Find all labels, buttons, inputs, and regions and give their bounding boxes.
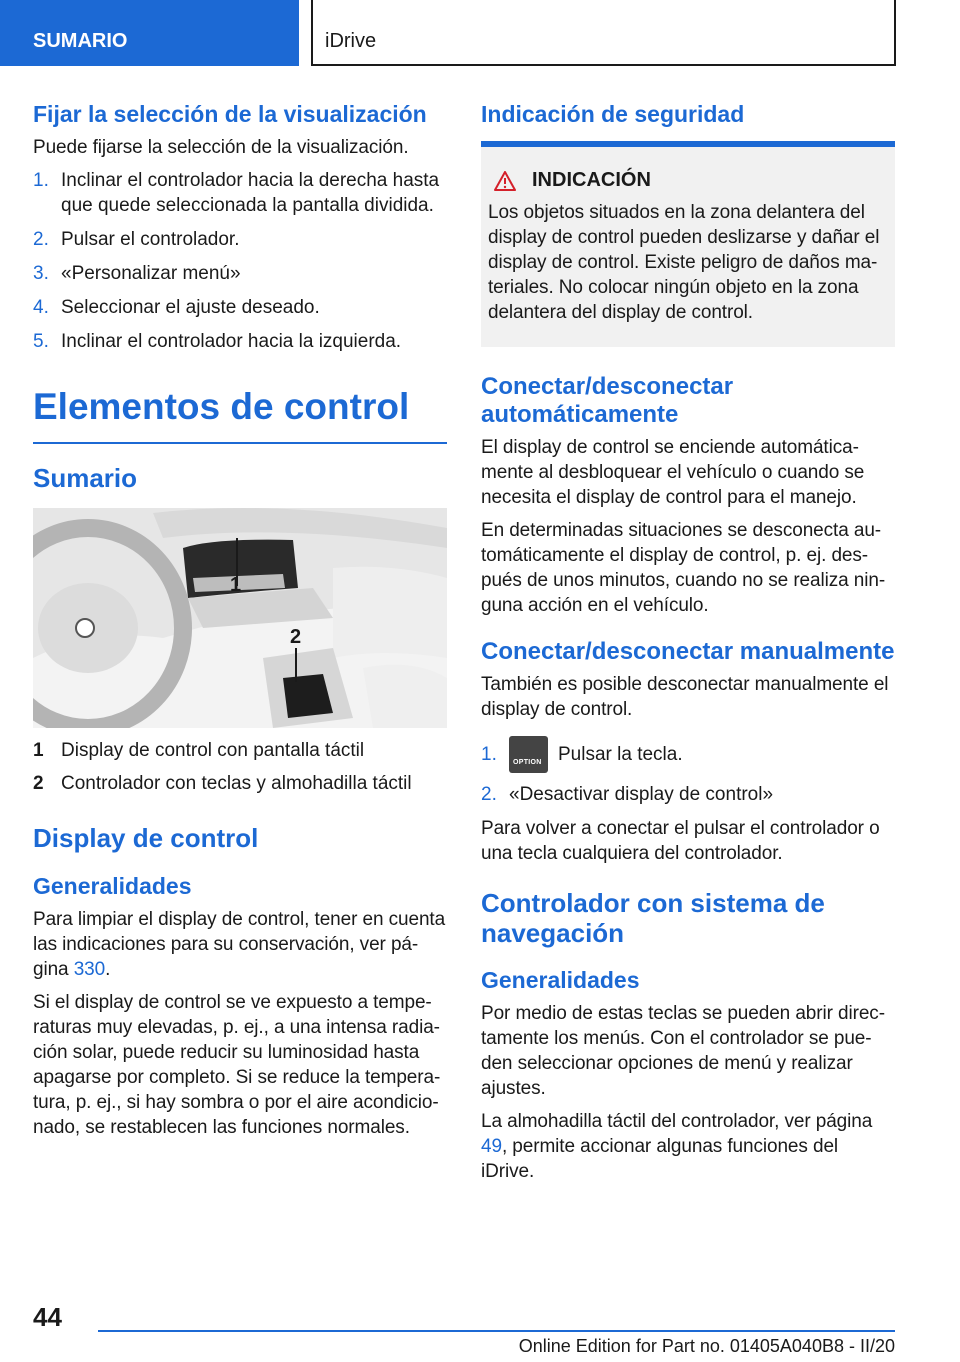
step-text: Pulsar la tecla. bbox=[558, 744, 683, 765]
list-item bbox=[33, 295, 447, 320]
page-number: 44 bbox=[33, 1302, 62, 1332]
right-column bbox=[481, 100, 895, 1184]
list-item bbox=[33, 227, 447, 252]
cockpit-illustration bbox=[33, 508, 447, 728]
fix-selection-heading: Fijar la selección de la visualización bbox=[33, 101, 427, 127]
fix-selection-intro: Puede fijarse la selección de la visualización. bbox=[33, 137, 409, 158]
step-number: 3. bbox=[33, 263, 49, 284]
note-header bbox=[488, 169, 889, 192]
page-link-49[interactable]: 49 bbox=[481, 1136, 502, 1157]
display-heading: Display de control bbox=[33, 823, 259, 853]
note-label: INDICACIÓN bbox=[532, 169, 651, 191]
nav-heading: Controlador con sistema de navegación bbox=[481, 888, 825, 948]
general-paragraph-1 bbox=[33, 907, 447, 982]
step-text: Seleccionar el ajuste deseado. bbox=[61, 297, 320, 318]
step-number: 1. bbox=[33, 170, 49, 191]
list-item bbox=[33, 168, 447, 218]
page-link-330[interactable]: 330 bbox=[73, 959, 106, 980]
list-item bbox=[481, 736, 895, 773]
step-text: «Desactivar display de control» bbox=[509, 784, 774, 805]
tab-idrive[interactable]: iDrive bbox=[311, 0, 896, 66]
nav-paragraph-1: Por medio de estas teclas se pueden abrir directamente los menús. Con el controlador se pueden seleccionar opciones de menú y realizar ajustes. bbox=[481, 1003, 886, 1099]
safety-heading: Indicación de seguridad bbox=[481, 101, 745, 127]
left-column bbox=[33, 100, 447, 1140]
auto-paragraph-2: En determinadas situaciones se desconecta automáticamente el display de control, p. ej. después de unos minutos, cuando no se realiza ninguna acción en el vehículo. bbox=[481, 520, 886, 616]
warning-icon bbox=[494, 171, 516, 191]
note-text: Los objetos situados en la zona delantera del display de control pueden deslizarse y dañar el display de control. Existe peligro de daños materiales. No colocar ningún objeto en la zona delantera del display de control. bbox=[488, 202, 880, 323]
nav-paragraph-2 bbox=[481, 1109, 895, 1184]
header-tabs bbox=[0, 0, 960, 66]
step-text: Pulsar el controlador. bbox=[61, 229, 240, 250]
general-paragraph-2: Si el display de control se ve expuesto a temperaturas muy elevadas, p. ej., a una intensa radiación solar, puede reducir su luminosidad hasta apagarse por completo. Si se reduce la temperatura, p. ej., si hay sombra o por el aire acondicionado, se restablecen las funciones normales. bbox=[33, 992, 441, 1138]
step-number: 2. bbox=[33, 229, 49, 250]
auto-heading: Conectar/desconectar automáticamente bbox=[481, 373, 734, 428]
option-button-label: OPTION bbox=[513, 759, 542, 766]
step-number: 5. bbox=[33, 331, 49, 352]
legend-text: Controlador con teclas y almohadilla táctil bbox=[61, 773, 412, 794]
general-heading: Generalidades bbox=[33, 873, 192, 899]
cockpit-drawing bbox=[33, 508, 447, 728]
auto-paragraph-1: El display de control se enciende automáticamente al desbloquear el vehículo o cuando se necesita el display de control para el manejo. bbox=[481, 437, 865, 508]
safety-note bbox=[481, 147, 895, 347]
tab-summary[interactable]: SUMARIO bbox=[0, 0, 299, 66]
chapter-title: Elementos de control bbox=[33, 384, 447, 444]
manual-paragraph-2: Para volver a conectar el pulsar el controlador o una tecla cualquiera del controlador. bbox=[481, 818, 880, 864]
general-text-a: Para limpiar el display de control, tener en cuenta las indicaciones para su conservación, ver página bbox=[33, 909, 446, 980]
edition-footer: Online Edition for Part no. 01405A040B8 - II/20 bbox=[518, 1336, 895, 1356]
step-number: 4. bbox=[33, 297, 49, 318]
list-item bbox=[33, 771, 447, 796]
nav-text-a: La almohadilla táctil del controlador, ver página bbox=[481, 1111, 873, 1132]
fix-selection-steps bbox=[33, 168, 447, 354]
summary-heading: Sumario bbox=[33, 463, 138, 493]
nav-general-heading: Generalidades bbox=[481, 967, 640, 993]
general-text-b: . bbox=[105, 959, 111, 980]
step-text: Inclinar el controlador hacia la izquierda. bbox=[61, 331, 402, 352]
legend-text: Display de control con pantalla táctil bbox=[61, 740, 365, 761]
step-number: 1. bbox=[481, 744, 497, 765]
step-number: 2. bbox=[481, 784, 497, 805]
legend-number: 2 bbox=[33, 773, 44, 794]
manual-paragraph-1: También es posible desconectar manualmente el display de control. bbox=[481, 674, 889, 720]
step-text: Inclinar el controlador hacia la derecha hasta que quede seleccionada la pantalla dividida. bbox=[61, 170, 440, 216]
step-text: «Personalizar menú» bbox=[61, 263, 241, 284]
footer-divider bbox=[98, 1330, 895, 1332]
legend-number: 1 bbox=[33, 740, 44, 761]
nav-text-b: , permite accionar algunas funciones del iDrive. bbox=[481, 1136, 839, 1182]
list-item bbox=[33, 261, 447, 286]
manual-heading: Conectar/desconectar manualmente bbox=[481, 638, 895, 665]
list-item bbox=[33, 738, 447, 763]
list-item bbox=[33, 329, 447, 354]
figure-legend bbox=[33, 738, 447, 796]
figure-label-1: 1 bbox=[230, 574, 242, 596]
option-button-icon bbox=[509, 736, 548, 773]
manual-steps bbox=[481, 736, 895, 807]
list-item bbox=[481, 782, 895, 807]
figure-label-2: 2 bbox=[290, 626, 302, 648]
